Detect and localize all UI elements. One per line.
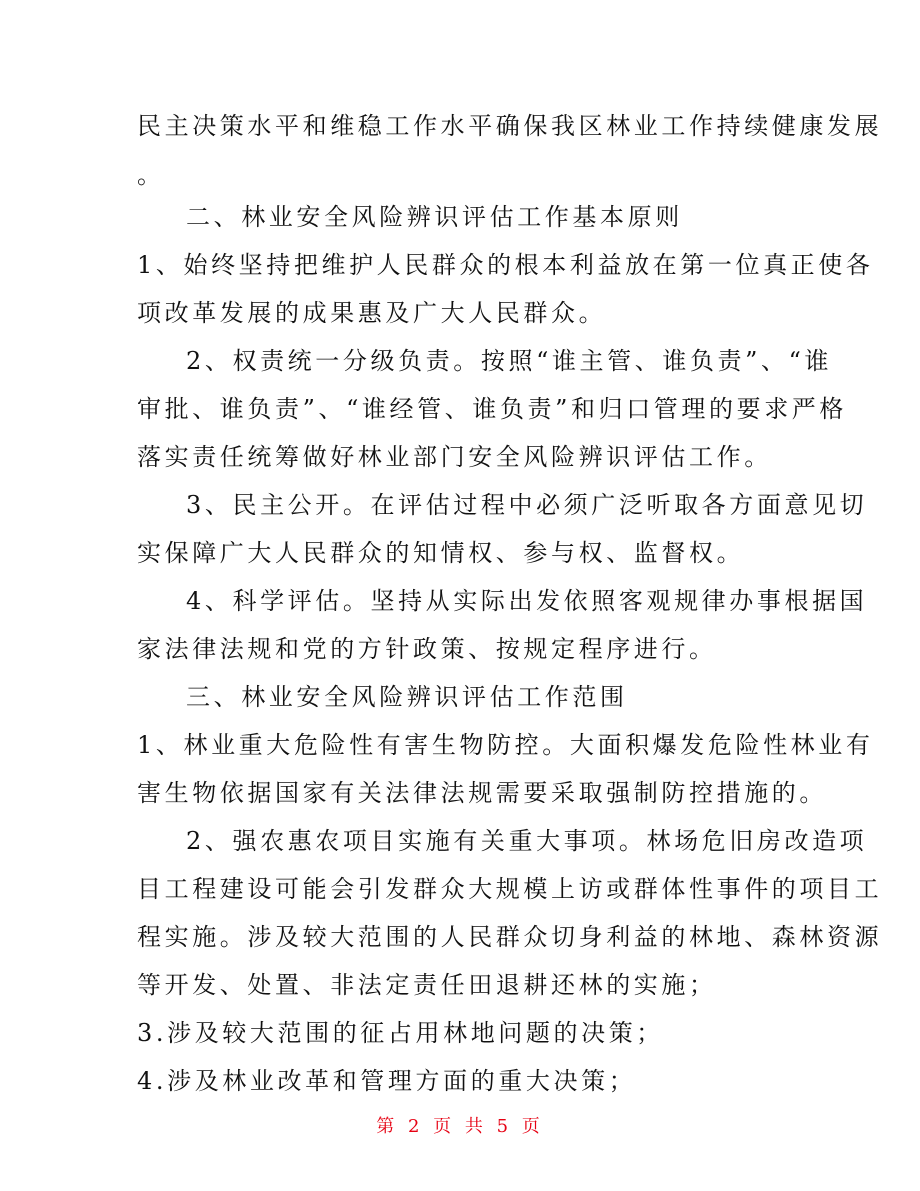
page-number-footer: 第 2 页 共 5 页 (376, 1116, 544, 1137)
text-line: 程实施。涉及较大范围的人民群众切身利益的林地、森林资源 (137, 923, 883, 951)
text-line: 4.涉及林业改革和管理方面的重大决策； (137, 1067, 637, 1095)
text-line: 1、始终坚持把维护人民群众的根本利益放在第一位真正使各 (137, 251, 874, 279)
text-line: 1、林业重大危险性有害生物防控。大面积爆发危险性林业有 (137, 731, 874, 759)
text-line: 3.涉及较大范围的征占用林地问题的决策； (137, 1019, 664, 1047)
text-line: 2、权责统一分级负责。按照“谁主管、谁负责”、“谁 (186, 347, 833, 375)
text-line: 等开发、处置、非法定责任田退耕还林的实施； (137, 971, 717, 999)
text-line: 落实责任统筹做好林业部门安全风险辨识评估工作。 (137, 443, 772, 471)
section-heading: 二、林业安全风险辨识评估工作基本原则 (186, 203, 683, 231)
text-line: 2、强农惠农项目实施有关重大事项。林场危旧房改造项 (186, 827, 868, 855)
section-heading: 三、林业安全风险辨识评估工作范围 (186, 683, 628, 711)
text-line: 3、民主公开。在评估过程中必须广泛听取各方面意见切 (186, 491, 868, 519)
text-line: 审批、谁负责”、“谁经管、谁负责”和归口管理的要求严格 (137, 395, 848, 423)
text-line: 害生物依据国家有关法律法规需要采取强制防控措施的。 (137, 779, 827, 807)
text-line: 家法律法规和党的方针政策、按规定程序进行。 (137, 635, 717, 663)
text-line: 目工程建设可能会引发群众大规模上访或群体性事件的项目工 (137, 875, 883, 903)
text-line: 项改革发展的成果惠及广大人民群众。 (137, 299, 607, 327)
text-line: 民主决策水平和维稳工作水平确保我区林业工作持续健康发展 (137, 112, 883, 140)
text-line: 4、科学评估。坚持从实际出发依照客观规律办事根据国 (186, 587, 868, 615)
text-line: 。 (137, 161, 165, 189)
text-line: 实保障广大人民群众的知情权、参与权、监督权。 (137, 539, 745, 567)
